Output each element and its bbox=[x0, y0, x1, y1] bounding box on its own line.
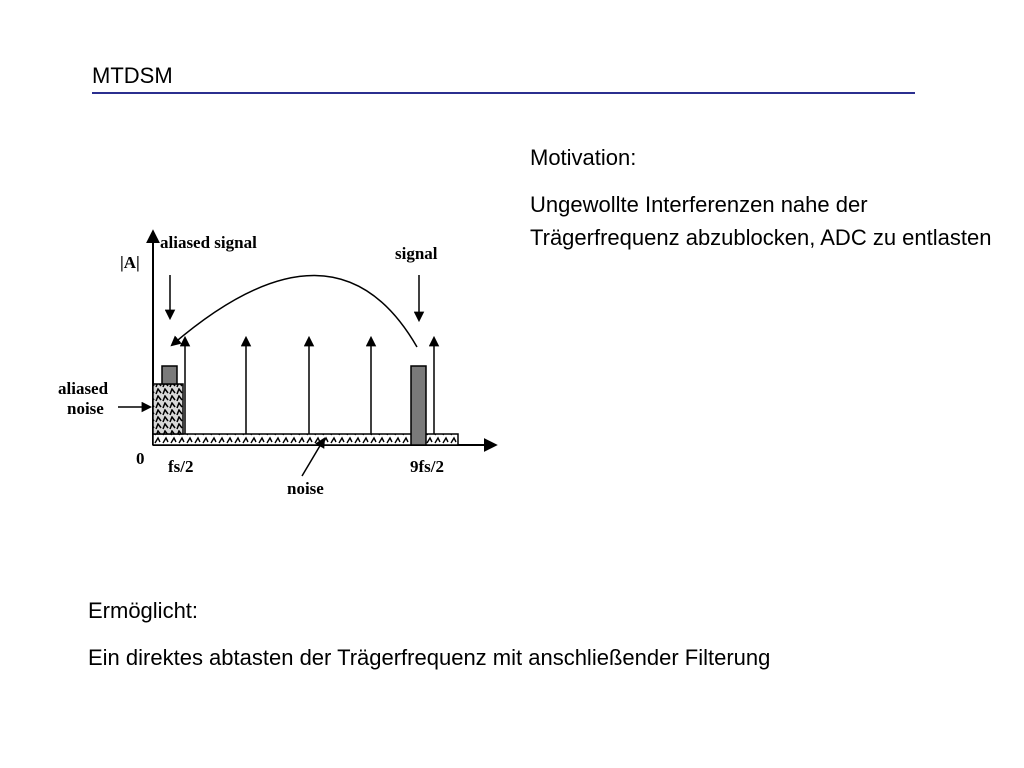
nine-fs2-tick-label: 9fs/2 bbox=[410, 457, 444, 476]
alias-fold-arc bbox=[172, 275, 417, 347]
spectrum-diagram bbox=[50, 220, 510, 510]
slide-title: MTDSM bbox=[92, 63, 173, 88]
motivation-block bbox=[530, 141, 1000, 254]
aliased-signal-label: aliased signal bbox=[160, 233, 257, 252]
title-divider bbox=[92, 92, 915, 94]
aliased-noise-label-line1: aliased bbox=[58, 379, 109, 398]
signal-label: signal bbox=[395, 244, 438, 263]
signal-bar bbox=[411, 366, 426, 445]
motivation-body: Ungewollte Interferenzen nahe der Trägerfrequenz abzublocken, ADC zu entlasten bbox=[530, 192, 992, 250]
motivation-heading: Motivation: bbox=[530, 145, 637, 170]
enables-body: Ein direktes abtasten der Trägerfrequenz mit anschließender Filterung bbox=[88, 645, 771, 670]
enables-block bbox=[88, 594, 928, 674]
noise-label: noise bbox=[287, 479, 324, 498]
origin-label: 0 bbox=[136, 449, 145, 468]
enables-heading: Ermöglicht: bbox=[88, 598, 199, 623]
aliased-noise-label-line2: noise bbox=[67, 399, 104, 418]
aliased-noise-block bbox=[153, 384, 183, 434]
fs2-tick-label: fs/2 bbox=[168, 457, 194, 476]
y-axis-label: |A| bbox=[120, 253, 140, 272]
aliased-signal-bar bbox=[162, 366, 177, 384]
